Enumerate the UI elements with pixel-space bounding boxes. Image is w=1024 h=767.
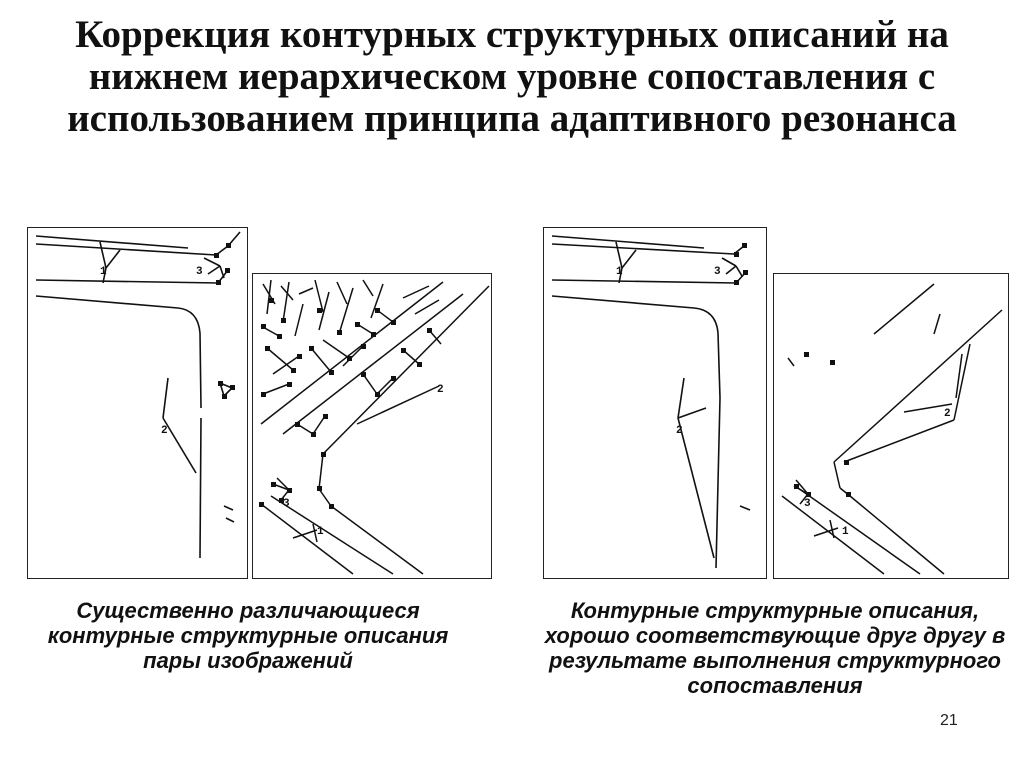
- figure-label-2: 2: [944, 408, 951, 420]
- left-contour-drawing-a: [28, 228, 249, 580]
- figure-label-1: 1: [616, 266, 623, 278]
- left-contour-image-a: [27, 227, 248, 579]
- right-contour-image-b: [773, 273, 1009, 579]
- figure-label-2: 2: [676, 425, 683, 437]
- figure-label-3: 3: [804, 498, 811, 510]
- figure-label-1: 1: [842, 526, 849, 538]
- figure-label-3: 3: [283, 498, 290, 510]
- right-caption: Контурные структурные описания, хорошо соответствующие друг другу в результате выполнения структурного сопоставления: [544, 598, 1006, 698]
- left-caption: Существенно различающиеся контурные структурные описания пары изображений: [47, 598, 449, 673]
- figure-label-3: 3: [196, 266, 203, 278]
- figure-label-2: 2: [437, 384, 444, 396]
- figure-label-1: 1: [317, 526, 324, 538]
- left-contour-drawing-b: [253, 274, 493, 580]
- left-contour-image-b: [252, 273, 492, 579]
- slide-title: Коррекция контурных структурных описаний на нижнем иерархическом уровне сопоставления с использованием принципа адаптивного резонанса: [67, 13, 957, 140]
- right-contour-drawing-b: [774, 274, 1010, 580]
- right-contour-drawing-a: [544, 228, 768, 580]
- figure-label-1: 1: [100, 266, 107, 278]
- page-number: 21: [940, 712, 958, 729]
- figure-label-2: 2: [161, 425, 168, 437]
- figure-label-3: 3: [714, 266, 721, 278]
- right-contour-image-a: [543, 227, 767, 579]
